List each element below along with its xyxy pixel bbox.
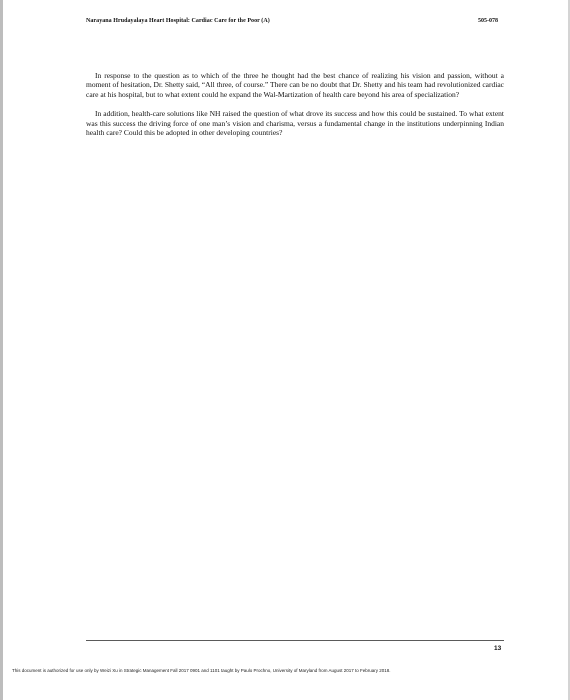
body-paragraph: In addition, health-care solutions like NH raised the question of what drove its success and how this could be sustained. To what extent was this success the driving force of one man’s vision and charisma, versus a fundamental change in the institutions underpinning Indian health care? Could this be adopted in other developing countries? — [86, 109, 504, 138]
running-header-title: Narayana Hrudayalaya Heart Hospital: Cardiac Care for the Poor (A) — [86, 18, 270, 24]
footer-divider — [86, 640, 504, 641]
page-left-edge — [0, 0, 3, 700]
case-number: 505-078 — [478, 18, 498, 24]
document-body — [86, 71, 504, 148]
page-number: 13 — [494, 645, 502, 652]
authorization-note: This document is authorized for use only by Weizi Xu in Strategic Management Fall 2017 0901 and 1101 taught by Paulo Prochno, University of Maryland from August 2017 to February 2018. — [12, 668, 391, 673]
body-paragraph: In response to the question as to which of the three he thought had the best chance of realizing his vision and passion, without a moment of hesitation, Dr. Shetty said, “All three, of course.” There can be no doubt that Dr. Shetty and his team had revolutionized cardiac care at his hospital, but to what extent could he expand the Wal-Martization of health care beyond his area of specialization? — [86, 71, 504, 99]
